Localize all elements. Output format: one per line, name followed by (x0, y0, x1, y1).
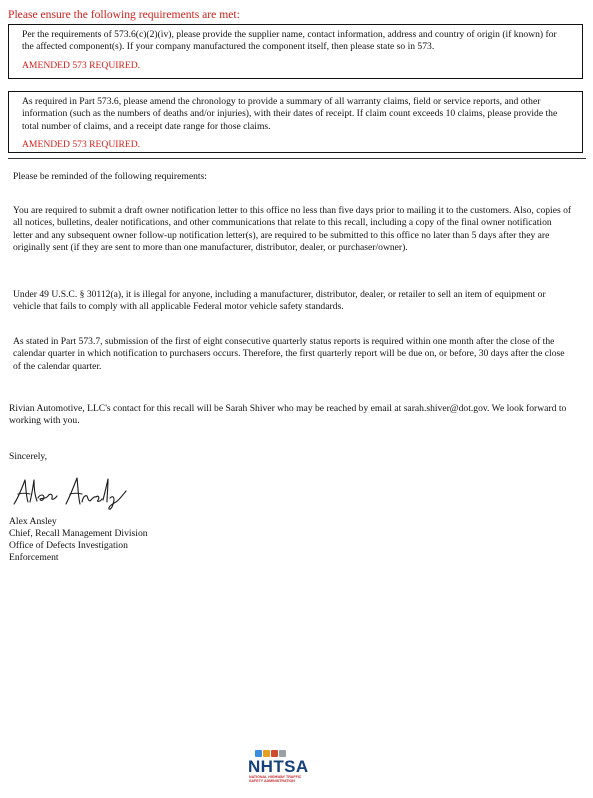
person-icon (263, 750, 270, 757)
requirement-box (8, 91, 583, 153)
handwritten-signature (10, 474, 140, 517)
signer-name: Alex Ansley (9, 516, 57, 527)
signer-unit: Enforcement (9, 552, 59, 563)
plus-icon (279, 750, 286, 757)
requirements-heading: Please ensure the following requirements are met: (8, 8, 240, 21)
reminder-intro: Please be reminded of the following requirements: (13, 171, 207, 182)
bicycle-icon (271, 750, 278, 757)
car-icon (255, 750, 262, 757)
reminder-paragraph: As stated in Part 573.7, submission of the first of eight consecutive quarterly status reports is required within one month after the close of the calendar quarter in which notification to purchasers occurs. Therefore, the first quarterly report will be due on, or before, 30 days after the close of the calendar quarter. (13, 336, 565, 372)
contact-paragraph: Rivian Automotive, LLC's contact for this recall will be Sarah Shiver who may be reached by email at sarah.shiver@dot.gov. We look forward to working with you. (9, 403, 567, 427)
reminder-paragraph: You are required to submit a draft owner notification letter to this office no less than five days prior to mailing it to the customers. Also, copies of all notices, bulletins, dealer notifications, and other communications that relate to this recall, including a copy of the final owner notification letter and any subsequent owner follow-up notification letter(s), are required to be submitted to this office no later than 5 days after they are originally sent (if they are sent to more than one manufacturer, distributor, dealer, or purchaser/owner). (13, 205, 572, 253)
reminder-paragraph: Under 49 U.S.C. § 30112(a), it is illegal for anyone, including a manufacturer, distributor, dealer, or retailer to sell an item of equipment or vehicle that fails to comply with all applicable Federal motor vehicle safety standards. (13, 289, 546, 313)
requirement-text: As required in Part 573.6, please amend the chronology to provide a summary of all warranty claims, field or service reports, and other information (such as the numbers of deaths and/or injuries), with their dates of receipt. If claim count exceeds 10 claims, please provide the total number of claims, and a receipt date range for those claims. (22, 96, 558, 132)
requirement-status: AMENDED 573 REQUIRED. (22, 138, 141, 150)
logo-icon-strip (255, 750, 348, 757)
requirement-status: AMENDED 573 REQUIRED. (22, 59, 141, 71)
section-divider (8, 158, 586, 159)
salutation: Sincerely, (9, 451, 48, 462)
nhtsa-logo (248, 750, 348, 796)
logo-wordmark: NHTSA (248, 757, 309, 776)
signer-office: Office of Defects Investigation (9, 540, 128, 551)
requirement-text: Per the requirements of 573.6(c)(2)(iv), please provide the supplier name, contact information, address and country of origin (if known) for the affected component(s). If your company manufactured the component itself, then please state so in 573. (22, 29, 557, 53)
logo-subtitle: NATIONAL HIGHWAY TRAFFIC SAFETY ADMINISTRATION (249, 775, 302, 784)
signer-title: Chief, Recall Management Division (9, 528, 148, 539)
requirement-box (8, 24, 583, 79)
